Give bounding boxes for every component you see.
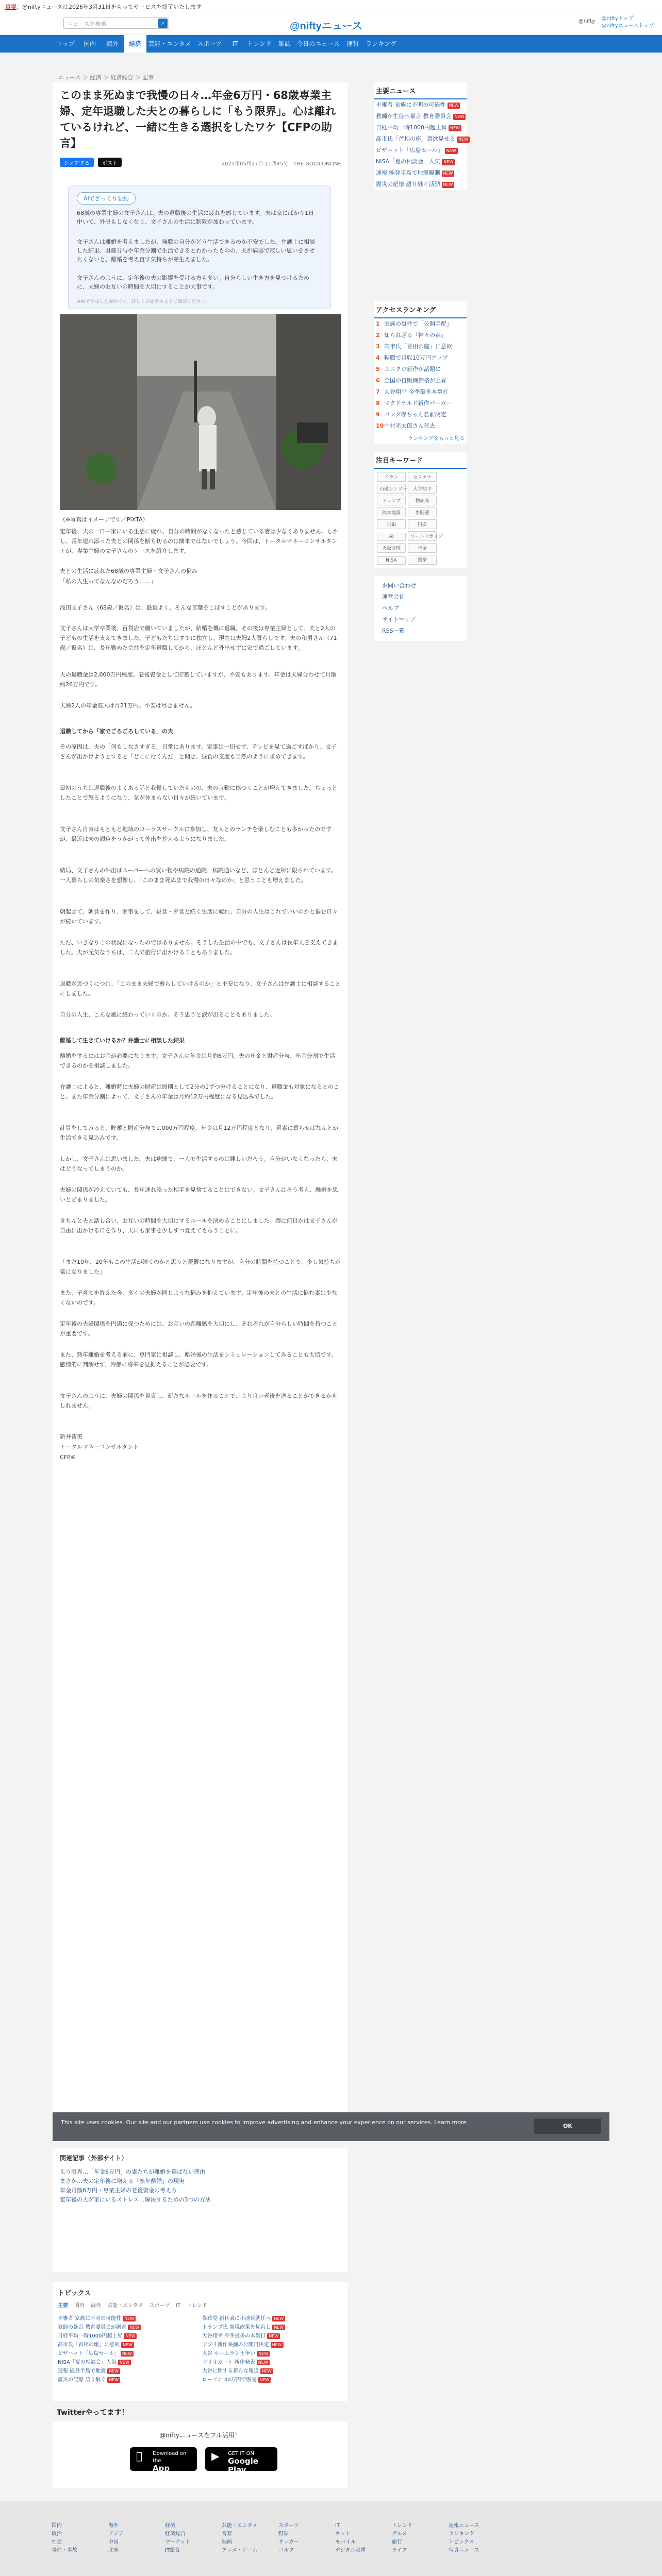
paragraph-22: また、子育てを終えた今、多くの夫婦が同じような悩みを抱えています。定年後の夫との生活に悩む妻は少なくないのです。	[60, 1290, 338, 1306]
topic-item[interactable]: 日経平均一時1000円超上昇 NEW	[58, 2332, 197, 2341]
nav-sports[interactable]: スポーツ	[197, 40, 222, 47]
access-item[interactable]: 4 転職で月収10万円アップ	[376, 354, 448, 361]
footer-link[interactable]: マーケット	[165, 2539, 191, 2545]
footer-link[interactable]: アジア	[108, 2531, 124, 2537]
keyword-chip[interactable]: トランプ	[377, 496, 406, 505]
footer-col	[108, 2522, 160, 2555]
topic-item[interactable]: トランプ氏 関税政策を見直し NEW	[202, 2323, 341, 2332]
gplay-label: Google Play	[228, 2456, 258, 2475]
footer-link[interactable]: トピックス	[449, 2539, 474, 2545]
paragraph-2: 文子さんは大学卒業後、百貨店で働いていましたが、結婚を機に退職。その後は専業主婦として、夫と2人の子どもの生活を支えてきました。子どもたちはすでに独立し、現在は夫婦2人暮らしです。夫の和男さん（71歳／仮名）は、長年勤めた会社を定年退職してから、ほとんど外出せずに家で過ごしています。	[60, 625, 337, 651]
post-button[interactable]: ポスト	[98, 158, 122, 167]
main-news-item[interactable]: 速報 能登半島で地震観測 NEW	[374, 167, 467, 179]
topics-tab[interactable]: 国内	[74, 2303, 85, 2309]
footer-link[interactable]: 国内	[52, 2523, 62, 2529]
ai-summary-footnote: ※AIで作成した要約です。詳しくは記事本文をご確認ください。	[77, 299, 210, 304]
footer	[0, 2501, 662, 2576]
article-date: 2025年05月27日 11時45分 THE GOLD ONLINE	[221, 161, 341, 167]
topics-tab[interactable]: スポーツ	[149, 2303, 170, 2309]
access-item[interactable]: 1 家族の事件で「公開手配」	[376, 320, 452, 327]
search-icon[interactable]: ⌕	[158, 19, 168, 28]
footer-link[interactable]: ライフ	[392, 2548, 407, 2553]
cookie-banner	[53, 2112, 609, 2141]
access-item[interactable]: 8 マクドナルド新作バーガー	[376, 400, 452, 406]
keyword-chip[interactable]: 石破シンゾー	[377, 484, 406, 494]
topics-tab[interactable]: トレンド	[187, 2303, 208, 2309]
share-button[interactable]: シェアする	[60, 158, 94, 167]
search-placeholder: ニュースを検索	[67, 21, 107, 27]
footer-link[interactable]: IT	[335, 2523, 340, 2529]
keyword-chip[interactable]: 年金	[408, 543, 437, 553]
footer-link[interactable]: 野球	[278, 2531, 289, 2537]
photo-caption: （※写真はイメージです／PIXTA）	[60, 516, 148, 523]
nav-overseas[interactable]: 海外	[106, 40, 119, 47]
article-title: このまま死ぬまで我慢の日々…年金6万円・68歳専業主婦、定年退職した夫との暮らしに「もう限界」。心は離れているけれど、一緒に生きる選択をしたワケ【CFPの助言】	[60, 89, 336, 149]
footer-col	[335, 2522, 387, 2555]
topic-item[interactable]: 大谷 ホームラン王争い NEW	[202, 2349, 341, 2358]
keyword-chip[interactable]: 大谷翔平	[408, 484, 437, 494]
paragraph-1: 浅田文子さん（68歳／仮名）は、最近よく、そんな言葉をこぼすことがあります。	[60, 604, 271, 611]
main-news-item[interactable]: 震災の記憶 語り継ぐ活動 NEW	[374, 179, 467, 190]
cookie-text: This site uses cookies. Our site and our partners use cookies to improve advertising and enhance your experience on our services. Learn more	[61, 2119, 467, 2126]
footer-col	[222, 2522, 273, 2555]
main-news-item[interactable]: 不審者 家族に不明の可能性 NEW	[374, 99, 467, 111]
footer-link[interactable]: 事件・事故	[52, 2548, 77, 2553]
access-item[interactable]: 7 大谷翔平 今季最多本塁打	[376, 388, 449, 395]
nav-ranking[interactable]: ランキング	[366, 40, 396, 47]
paragraph-19: 夫婦の関係が冷えていても、長年連れ添った相手を見捨てることはできない。文子さんはそう考え、離婚を思いとどまりました。	[60, 1187, 338, 1203]
topic-item[interactable]: NISA「夏の相談会」人気 NEW	[58, 2358, 197, 2367]
topic-item[interactable]: ローソン 40万円で販売 NEW	[202, 2376, 341, 2384]
gplay-small: GET IT ON	[228, 2451, 254, 2456]
footer-col	[278, 2522, 330, 2555]
appstore-button[interactable]	[130, 2447, 197, 2482]
lead-subhead: 夫との生活に疲れた68歳の専業主婦・文子さんの悩み	[60, 568, 197, 574]
paragraph-12: 退職が近づくにつれ、「このまま夫婦で暮らしていけるのか」と不安になり、文子さんは弁護士に相談することにしました。	[60, 980, 341, 997]
keyword-chip[interactable]: 物価高	[408, 496, 437, 505]
footer-link[interactable]: IT総合	[165, 2548, 180, 2553]
access-item[interactable]: 10中村光太郎さん死去	[376, 422, 435, 429]
main-news-heading: 主要ニュース	[374, 82, 467, 99]
ai-summary-box	[68, 185, 331, 309]
footer-link[interactable]: ゴルフ	[278, 2548, 294, 2553]
nav-breaking[interactable]: 速報	[346, 40, 359, 47]
topics-tabs	[58, 2301, 213, 2309]
related-item[interactable]: まさか…夫の定年後に増える「熟年離婚」の現実	[60, 2178, 185, 2184]
footer-link[interactable]: 映画	[222, 2539, 232, 2545]
keyword-chip[interactable]: 円安	[408, 519, 437, 529]
footer-link[interactable]: 政治	[52, 2531, 62, 2537]
footer-link[interactable]: 社会	[52, 2539, 62, 2545]
footer-link[interactable]: トレンド	[392, 2523, 412, 2529]
main-news-item[interactable]: 教師が生徒へ暴言 教育委員会 NEW	[374, 111, 467, 122]
footer-link[interactable]: モバイル	[335, 2539, 356, 2545]
paragraph-5: 退職してから「家でごろごろしている」の夫	[60, 728, 173, 735]
top-bar	[0, 12, 662, 35]
article-main	[53, 82, 347, 2128]
main-news-item[interactable]: ピザハット「広島セール」 NEW	[374, 145, 467, 156]
footer-link[interactable]: スポーツ	[278, 2523, 299, 2529]
appstore-small: Download on the	[153, 2451, 187, 2464]
main-news-item[interactable]: 日経平均一時1000円超上昇 NEW	[374, 122, 467, 133]
footer-link[interactable]: サッカー	[278, 2539, 299, 2545]
brand-mini[interactable]: @nifty	[578, 19, 595, 24]
topic-item[interactable]: 大谷に関する新たな報道 NEW	[202, 2367, 341, 2376]
access-ranking-box	[374, 301, 467, 444]
paragraph-24: また、熟年離婚を考える前に、専門家に相談し、離婚後の生活をシミュレーションしてみることも大切です。感情的に判断せず、冷静に将来を見据えることが必要です。	[60, 1351, 337, 1368]
sidebar	[374, 82, 467, 649]
nav-economy[interactable]: 経済	[124, 35, 146, 53]
topic-item[interactable]: ジブリ新作映画の公開日決定 NEW	[202, 2341, 341, 2349]
main-nav	[0, 35, 662, 53]
topics-tab[interactable]: 主要	[58, 2303, 68, 2309]
footer-link[interactable]: 写真ニュース	[449, 2548, 479, 2553]
top-link-nifty[interactable]: @niftyトップ	[601, 16, 634, 22]
footer-link[interactable]: 中国	[108, 2539, 119, 2545]
footer-col	[392, 2522, 443, 2555]
nav-domestic[interactable]: 国内	[83, 40, 96, 47]
footer-link[interactable]: 海外	[108, 2523, 119, 2529]
keyword-chip[interactable]: センテナ	[408, 472, 437, 482]
keyword-chip[interactable]: AI	[377, 533, 406, 541]
ai-summary-tag: AIでざっくり要約	[77, 192, 136, 205]
notice-text[interactable]: @niftyニュースは2026年3月31日をもってサービスを終了いたします	[22, 4, 202, 10]
footer-link[interactable]: 経済	[165, 2523, 175, 2529]
keyword-heading: 注目キーワード	[374, 452, 467, 469]
footer-link[interactable]: 経済総合	[165, 2531, 186, 2537]
topics-section	[53, 2282, 347, 2401]
top-link-news[interactable]: @niftyニューストップ	[601, 23, 654, 29]
paragraph-3: 夫の退職金は2,000万円程度。老後資金として貯蓄していますが、不安もあります。年金は夫婦合わせて月額約26万円です。	[60, 671, 337, 688]
keyword-chip[interactable]: 大阪万博	[377, 543, 406, 553]
keyword-chip[interactable]: 参院選	[408, 507, 437, 517]
share-buttons	[60, 158, 124, 167]
footer-link[interactable]: ネット	[335, 2531, 351, 2537]
topic-item[interactable]: 教師の暴言 教育委員会が調査 NEW	[58, 2323, 197, 2332]
paragraph-23: 定年後の夫婦関係を円満に保つためには、お互いの距離感を大切にし、それぞれが自分らしい時間を持つことが重要です。	[60, 1320, 338, 1337]
cookie-ok-button[interactable]: OK	[534, 2119, 601, 2134]
appstore-label: App Store	[153, 2464, 176, 2482]
paragraph-11: ただ、いきなりこの状況になったのではありません。そうした生活の中でも、文子さんは長年夫を支えてきました。夫が元気なうちは、二人で旅行に出かけることもありました。	[60, 939, 338, 956]
breadcrumb[interactable]: ニュース ＞ 経済 ＞ 経済総合 ＞ 記事	[58, 74, 154, 81]
related-item[interactable]: もう限界…「年金6万円」の妻たちが離婚を選ばない理由	[60, 2168, 205, 2175]
keyword-chip[interactable]: 日銀	[377, 519, 406, 529]
paragraph-6: その原因は、夫の「何もしなさすぎる」日常にあります。家事は一切せず、テレビを見て過ごすばかり。文子さんが出かけようとすると「どこに行くんだ」と聞き、昼食の支度も当然のように求めてきます。	[60, 743, 337, 760]
access-item[interactable]: 3 高市氏「首相の座」に意欲	[376, 343, 452, 350]
side-link[interactable]: お問い合わせ	[382, 582, 416, 589]
topic-item[interactable]: ピザハット「広島セール」 NEW	[58, 2349, 197, 2358]
nav-entertainment[interactable]: 芸能・エンタメ	[148, 40, 191, 47]
paragraph-9: 結局、文子さんの外出はスーパーへの買い物や病院の通院、病院通いなど、ほとんど近所に限られています。一人暮らしの気楽さを想像し、「このまま死ぬまで我慢の日々なのか」と思うことも増えました。	[60, 867, 337, 884]
keyword-chip[interactable]: ワールドカップ	[408, 531, 437, 541]
search-input[interactable]	[63, 18, 169, 29]
side-link[interactable]: RSS一覧	[382, 628, 405, 634]
related-heading: 関連記事（外部サイト）	[60, 2155, 128, 2162]
footer-link[interactable]: 芸能・エンタメ	[222, 2523, 258, 2529]
related-articles	[53, 2148, 347, 2272]
apple-icon	[136, 2452, 142, 2460]
main-news-box	[374, 82, 467, 190]
topics-left-col	[58, 2314, 197, 2384]
lead-text: 定年後、夫の一日中家にいる生活に疲れ、自分の時間がなくなったと感じている妻は少なくありません。しかし、長年連れ添った夫との関係を断ち切るのは簡単ではないでしょう。今回は、トータルマネーコンサルタントが、専業主婦の文子さんのケースを紹介します。	[60, 528, 339, 554]
keyword-chip[interactable]: 熊本地震	[377, 507, 406, 517]
service-notice[interactable]: 重要：@niftyニュースは2026年3月31日をもってサービスを終了いたします	[0, 0, 662, 12]
side-link[interactable]: ヘルプ	[382, 605, 399, 612]
topics-tab[interactable]: IT	[176, 2303, 181, 2309]
app-promo	[53, 2421, 347, 2488]
keyword-chip[interactable]: 選挙	[408, 555, 437, 565]
footer-link[interactable]: 北米	[108, 2548, 119, 2553]
footer-col	[449, 2522, 500, 2555]
paragraph-20: きちんと夫と話し合い、お互いの時間を大切にするルールを決めることにしました。週に何日かは文子さんが自由に出かける日を作り、夫にも家事を少しずつ覚えてもらうことに。	[60, 1217, 338, 1234]
footer-col	[165, 2522, 217, 2555]
access-ranking-heading: アクセスランキング	[374, 301, 467, 318]
sidebar-links	[374, 576, 467, 641]
paragraph-16: 弁護士によると、離婚時に夫婦の財産は原則として2分の1ずつ分けることになり、退職金も対象になるとのこと。また年金分割によって、文子さんの年金は月約12万円程度になる見込みでした。	[60, 1083, 339, 1100]
access-item[interactable]: 5 ユニクロ新作が話題に	[376, 366, 441, 372]
related-item[interactable]: 年金月額6万円・専業主婦の老後資金の考え方	[60, 2187, 177, 2194]
topics-tab[interactable]: 芸能・エンタメ	[107, 2303, 143, 2309]
paragraph-25: 文子さんのように、夫婦の関係を見直し、新たなルールを作ることで、より良い老後を送ることができるかもしれません。	[60, 1393, 338, 1409]
paragraph-8: 文子さん自身はもともと地域のコーラスサークルに参加し、友人とのランチを楽しむことも多かったのですが、最近は夫の顔色をうかがって外出を控えるようになりました。	[60, 826, 332, 842]
app-promo-title: @niftyニュースをフル活用！	[159, 2432, 241, 2439]
paragraph-15: 離婚をするにはお金が必要になります。文子さんの年金は月約6万円。夫の年金と財産分与、年金分割で生活できるのかを相談しました。	[60, 1053, 336, 1069]
paragraph-21: 「まだ10年、20年もこの生活が続くのかと思うと憂鬱になりますが、自分の時間を持つことで、少し気持ちが楽になりました」	[60, 1259, 341, 1275]
footer-link[interactable]: グルメ	[392, 2531, 407, 2537]
footer-link[interactable]: 音楽	[222, 2531, 232, 2537]
related-item[interactable]: 定年後の夫が家にいるストレス…解決するための3つの方法	[60, 2196, 211, 2203]
nav-trend[interactable]: トレンド	[247, 40, 272, 47]
footer-link[interactable]: 旅行	[392, 2539, 402, 2545]
topic-item[interactable]: 速報 能登半島で地震 NEW	[58, 2367, 197, 2376]
author-credential: CFP®	[60, 1454, 76, 1461]
nav-today[interactable]: 今日のニュース	[296, 40, 340, 47]
ai-point-1: 68歳の専業主婦の文子さんは、夫の退職後の生活に疲れを感じています。夫は家にばかり1日中いて、外出もしなくなり、文子さんの生活に制限が加わっています。	[77, 210, 315, 225]
topics-right-col	[202, 2314, 341, 2384]
keyword-chip[interactable]: NISA	[377, 556, 406, 565]
paragraph-14: 離婚して生きていけるか？弁護士に相談した結果	[60, 1037, 185, 1044]
main-news-item[interactable]: NISA「夏の相談会」人気 NEW	[374, 156, 467, 167]
paragraph-17: 計算をしてみると、貯蓄と財産分与で1,000万円程度、年金は月12万円程度となり、質素に暮らせばなんとか生活できる見込みです。	[60, 1125, 339, 1141]
keyword-box	[374, 452, 467, 568]
footer-link[interactable]: 速報ニュース	[449, 2523, 479, 2529]
access-item[interactable]: 6 全国の自販機価格が上昇	[376, 377, 446, 384]
nav-magazine[interactable]: 雑誌	[278, 40, 291, 47]
street-photo	[60, 314, 341, 510]
author-title: トータルマネーコンサルタント	[60, 1444, 139, 1450]
nav-top[interactable]: トップ	[56, 40, 75, 47]
access-item[interactable]: 9 パンダ赤ちゃん名前決定	[376, 411, 446, 418]
keyword-chip[interactable]: イラン	[377, 472, 406, 482]
side-link[interactable]: サイトマップ	[382, 616, 416, 623]
topic-item[interactable]: 参政党 新代表に小池氏就任へ NEW	[202, 2314, 341, 2323]
paragraph-4: 夫婦2人の年金収入は月21万円。不安は尽きません。	[60, 702, 196, 709]
paragraph-10: 朝起きて、朝食を作り、家事をして、昼食・夕食と続く生活に疲れ、自分の人生はこれでいいのかと悩む日々が続いています。	[60, 908, 338, 925]
footer-col	[52, 2522, 103, 2555]
topic-item[interactable]: 不審者 家族に不明の可能性 NEW	[58, 2314, 197, 2323]
topics-heading: トピックス	[58, 2290, 91, 2297]
twitter-heading: Twitterやってます！	[57, 2409, 129, 2417]
more-ranking-link[interactable]: ランキングをもっと見る	[408, 436, 465, 442]
main-news-item[interactable]: 高市氏「首相の座」意欲見せる NEW	[374, 133, 467, 145]
paragraph-18: しかし、文子さんは思いました。夫は病弱で、一人で生活するのは難しいだろう。自分がいなくなったら、夫はどうなってしまうのか。	[60, 1156, 338, 1172]
notice-label[interactable]: 重要	[5, 4, 16, 10]
topic-item[interactable]: 高市氏「首相の座」に意欲 NEW	[58, 2341, 197, 2349]
lead-quote: 「私の人生ってなんなのだろう……」	[60, 578, 156, 585]
topics-tab[interactable]: 海外	[91, 2303, 101, 2309]
author-name: 新井智美	[60, 1433, 82, 1440]
nav-it[interactable]: IT	[232, 40, 238, 47]
play-icon: ▶	[211, 2450, 220, 2462]
topic-item[interactable]: 震災の記憶 語り継ぐ NEW	[58, 2376, 197, 2384]
googleplay-button[interactable]	[205, 2447, 277, 2475]
footer-link[interactable]: ランキング	[449, 2531, 474, 2537]
ai-point-2: 文子さんは離婚を考えましたが、無職の自分がどう生活できるのか不安でした。弁護士に相談した結果、財産分与や年金分割で生活できるとわかったものの、夫が病弱で寂しい思いをさせたくないと、離婚を考え直す気持ちが芽生えました。	[77, 239, 315, 263]
site-logo[interactable]: @niftyニュース	[290, 21, 362, 32]
article-photo	[60, 314, 341, 510]
topic-item[interactable]: 大谷翔平 今季最多の本塁打 NEW	[202, 2332, 341, 2341]
paragraph-13: 自分の人生、こんな風に終わっていくのか。そう思うと涙が出ることもありました。	[60, 1011, 275, 1018]
footer-link[interactable]: デジタル家電	[335, 2548, 366, 2553]
top-links	[602, 15, 654, 30]
topic-item[interactable]: マリオカート 新作発表 NEW	[202, 2358, 341, 2367]
side-link[interactable]: 運営会社	[382, 594, 405, 600]
footer-link[interactable]: アニメ・ゲーム	[222, 2548, 258, 2553]
access-item[interactable]: 2 知られざる「神々の森」	[376, 332, 446, 338]
ai-point-3: 文子さんのように、定年後の夫の影響を受ける方も多い。自分らしい生き方を見つけるために、夫婦のお互いの時間を大切にすることが大事です。	[77, 275, 309, 290]
paragraph-7: 最初のうちは退職後のよくある話と我慢していたものの、夫の言動に傷つくことが増えてきました。ちょっとしたことで怒るようになり、気が休まらない日々が続いています。	[60, 785, 338, 801]
